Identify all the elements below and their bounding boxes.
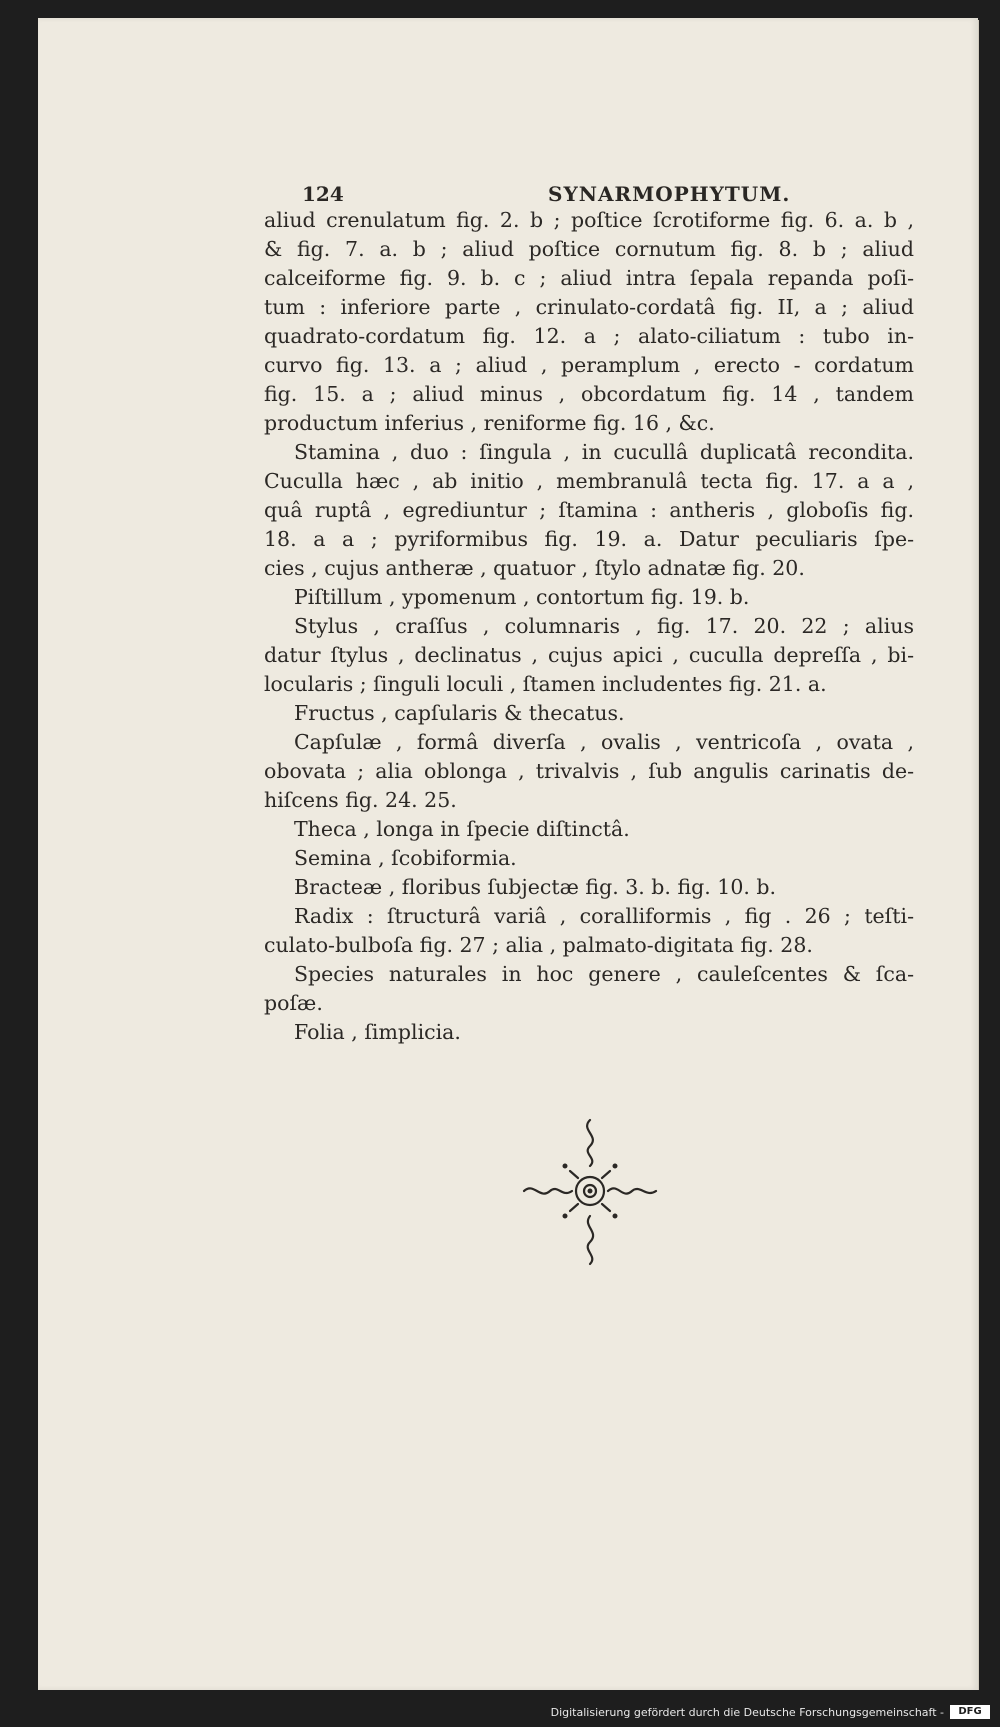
scan-edge-mark xyxy=(978,6,998,20)
text-line: Piſtillum , ypomenum , contortum fig. 19. b. xyxy=(294,585,750,609)
text-line: hiſcens fig. 24. 25. xyxy=(264,788,457,812)
text-line: Bracteæ , floribus ſubjectæ fig. 3. b. fig. 10. b. xyxy=(294,875,777,899)
text-line: 18. a a ; pyriformibus fig. 19. a. Datur peculiaris ſpe- xyxy=(264,527,914,551)
text-line: Stamina , duo : ſingula , in cucullâ duplicatâ recondita. xyxy=(294,440,914,464)
body-text xyxy=(264,206,914,1047)
text-line: tum : inferiore parte , crinulato-cordatâ fig. II, a ; aliud xyxy=(264,295,914,319)
text-line: obovata ; alia oblonga , trivalvis , ſub angulis carinatis de- xyxy=(264,759,914,783)
running-head: SYNARMOPHYTUM. xyxy=(548,182,791,206)
text-line: Species naturales in hoc genere , cauleſcentes & ſca- xyxy=(294,962,914,986)
text-line: quâ ruptâ , egrediuntur ; ſtamina : antheris , globoſis fig. xyxy=(264,498,914,522)
text-line: Stylus , craſſus , columnaris , fig. 17. 20. 22 ; alius xyxy=(294,614,914,638)
funding-credit: Digitalisierung gefördert durch die Deutsche Forschungsgemeinschaft - xyxy=(550,1706,944,1719)
text-line: Semina , ſcobiformia. xyxy=(294,846,517,870)
text-line: calceiforme fig. 9. b. c ; aliud intra ſepala repanda poſi- xyxy=(264,266,914,290)
text-line: datur ſtylus , declinatus , cujus apici , cuculla depreſſa , bi- xyxy=(264,643,914,667)
text-line: Theca , longa in ſpecie diſtinctâ. xyxy=(294,817,630,841)
text-line: Radix : ſtructurâ variâ , coralliformis , fig . 26 ; teſti- xyxy=(294,904,914,928)
text-line: culato-bulboſa fig. 27 ; alia , palmato-digitata fig. 28. xyxy=(264,933,813,957)
text-line: curvo fig. 13. a ; aliud , peramplum , erecto - cordatum xyxy=(264,353,914,377)
dfg-logo: DFG xyxy=(950,1705,990,1719)
text-line: poſæ. xyxy=(264,991,323,1015)
text-line: quadrato-cordatum fig. 12. a ; alato-ciliatum : tubo in- xyxy=(264,324,914,348)
digitization-footer xyxy=(0,1698,1000,1727)
printer-ornament xyxy=(520,1116,660,1266)
text-line: Folia , ſimplicia. xyxy=(294,1020,461,1044)
text-line: Cuculla hæc , ab initio , membranulâ tecta fig. 17. a a , xyxy=(264,469,914,493)
text-line: & fig. 7. a. b ; aliud poſtice cornutum fig. 8. b ; aliud xyxy=(264,237,914,261)
text-line: aliud crenulatum fig. 2. b ; poſtice ſcrotiforme fig. 6. a. b , xyxy=(264,208,914,232)
text-line: productum inferius , reniforme fig. 16 , &c. xyxy=(264,411,715,435)
text-line: Fructus , capſularis & thecatus. xyxy=(294,701,625,725)
text-line: locularis ; ſinguli loculi , ſtamen includentes fig. 21. a. xyxy=(264,672,827,696)
text-line: Capſulæ , formâ diverſa , ovalis , ventricoſa , ovata , xyxy=(294,730,914,754)
text-line: cies , cujus antheræ , quatuor , ſtylo adnatæ fig. 20. xyxy=(264,556,805,580)
text-line: fig. 15. a ; aliud minus , obcordatum fig. 14 , tandem xyxy=(264,382,914,406)
page-number: 124 xyxy=(302,182,344,206)
